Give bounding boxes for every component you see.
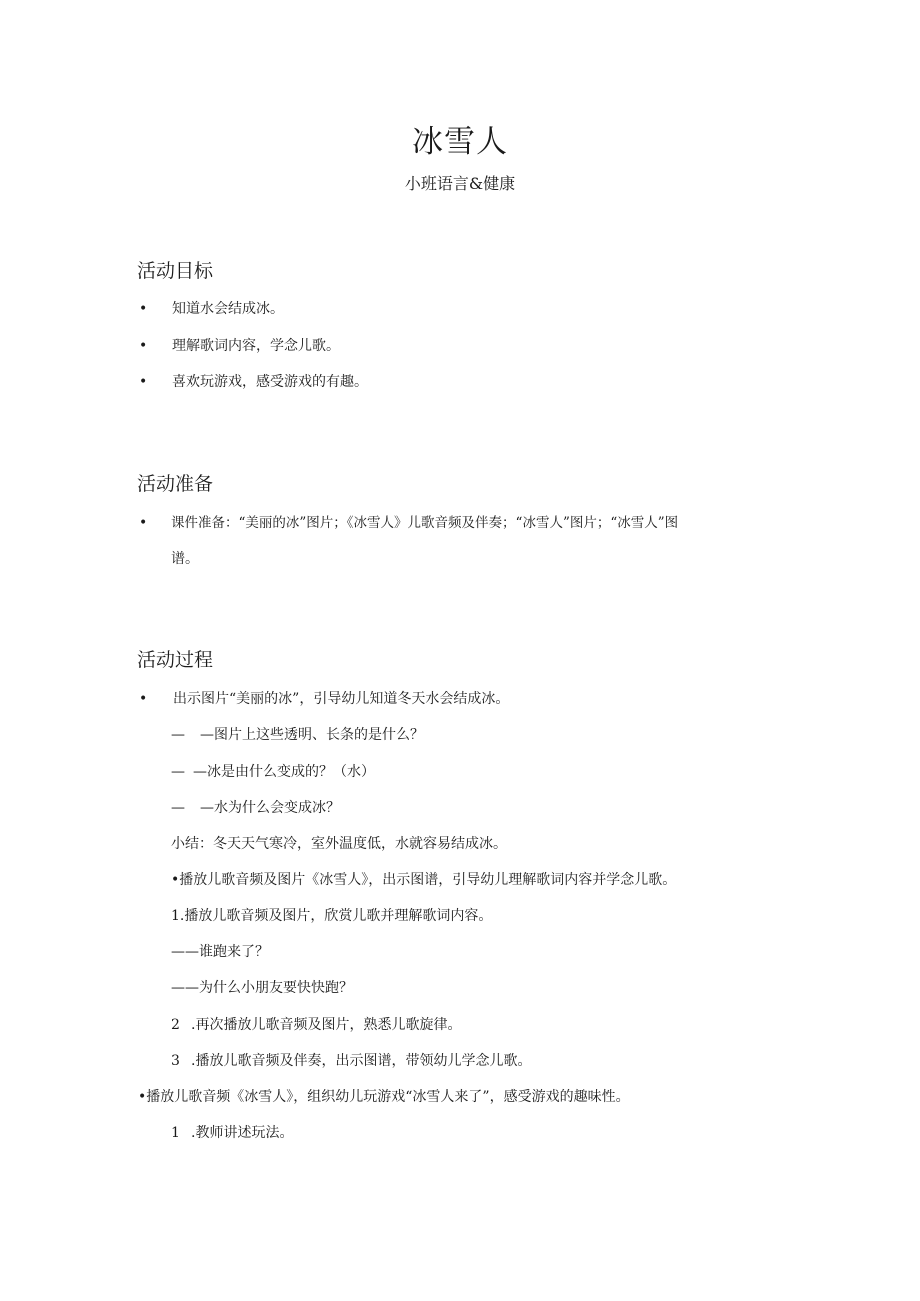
section-heading-process: 活动过程 (137, 649, 214, 671)
process-part-3: •播放儿歌音频《冰雪人》，组织幼儿玩游戏“冰雪人来了”，感受游戏的趣味性。 (138, 1089, 630, 1105)
goal-item: 喜欢玩游戏，感受游戏的有趣。 (172, 374, 368, 390)
step-number: 3 (171, 1053, 180, 1069)
step-number: 1 (171, 1125, 180, 1141)
question-line: ——谁跑来了？ (171, 944, 269, 960)
page-subtitle: 小班语言&健康 (404, 174, 516, 193)
question-dash: — (171, 764, 185, 780)
step-number: 2 (171, 1017, 180, 1033)
step-line: .教师讲述玩法。 (191, 1125, 294, 1141)
goal-item: 理解歌词内容，学念儿歌。 (172, 338, 340, 354)
bullet-marker: • (139, 374, 148, 390)
bullet-marker: • (139, 301, 148, 317)
section-heading-goals: 活动目标 (137, 260, 214, 282)
question-line: —图片上这些透明、长条的是什么？ (200, 727, 424, 743)
bullet-marker: • (139, 691, 148, 707)
bullet-marker: • (139, 338, 148, 354)
question-line: ——为什么小朋友要快快跑？ (171, 980, 353, 996)
step-line: .再次播放儿歌音频及图片，熟悉儿歌旋律。 (191, 1017, 462, 1033)
step-line: .播放儿歌音频及伴奏，出示图谱，带领幼儿学念儿歌。 (191, 1053, 532, 1069)
step-line: 1.播放儿歌音频及图片，欣赏儿歌并理解歌词内容。 (171, 908, 493, 924)
goal-item: 知道水会结成冰。 (172, 301, 284, 317)
summary-line: 小结：冬天天气寒冷，室外温度低，水就容易结成冰。 (171, 836, 507, 852)
process-part-2: •播放儿歌音频及图片《冰雪人》，出示图谱，引导幼儿理解歌词内容并学念儿歌。 (171, 872, 677, 888)
prep-item-line: 课件准备：“美丽的冰”图片；《冰雪人》儿歌音频及伴奏；“冰雪人”图片；“冰雪人”图 (171, 515, 679, 531)
question-line: —水为什么会变成冰？ (200, 800, 340, 816)
section-heading-prep: 活动准备 (137, 473, 214, 495)
question-dash: — (171, 800, 185, 816)
question-line: —冰是由什么变成的？（水） (193, 764, 375, 780)
bullet-marker: • (139, 515, 148, 531)
process-intro: 出示图片“美丽的冰”，引导幼儿知道冬天水会结成冰。 (173, 691, 510, 707)
page-title: 冰雪人 (412, 124, 508, 160)
prep-item-line: 谱。 (171, 551, 199, 567)
question-dash: — (171, 727, 185, 743)
